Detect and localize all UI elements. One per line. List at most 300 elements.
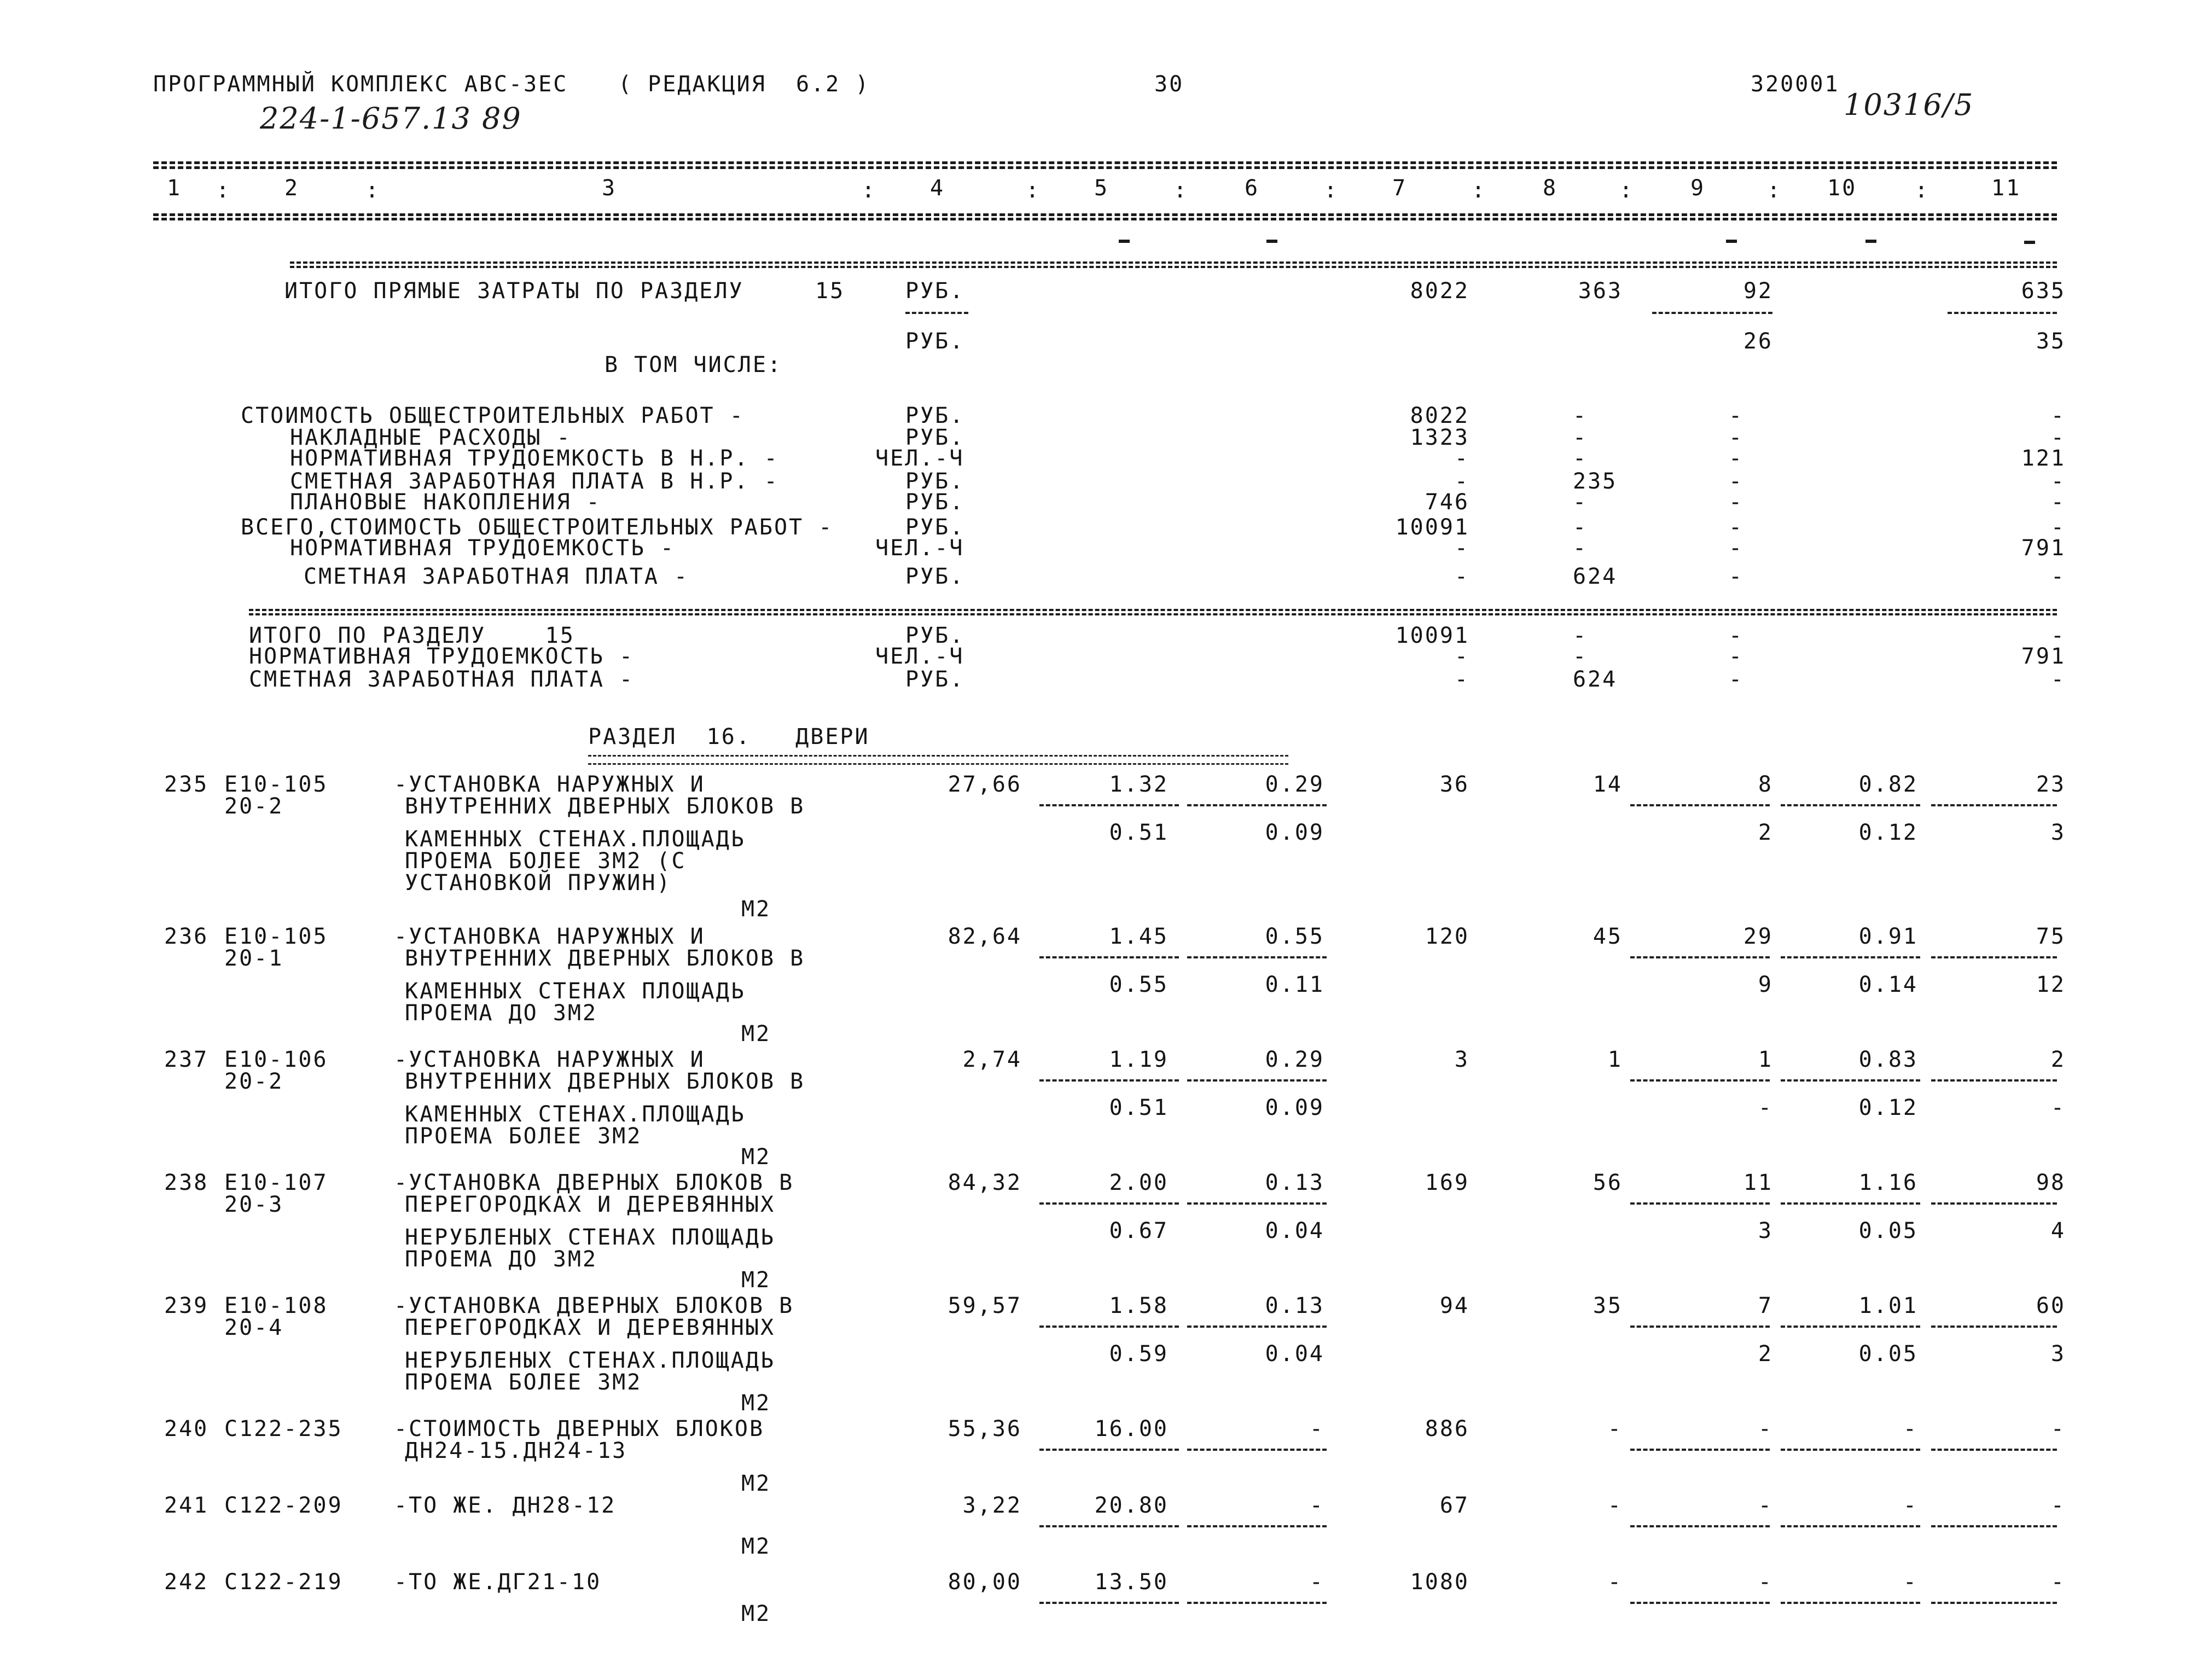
breakdown-c8: - xyxy=(1573,403,1588,428)
item-c10-lower: 0.05 xyxy=(1858,1341,1918,1367)
col-separator: : xyxy=(1173,178,1189,203)
item-quantity: 27,66 xyxy=(948,772,1022,797)
item-description-line: КАМЕННЫХ СТЕНАХ.ПЛОЩАДЬ xyxy=(405,1102,746,1127)
item-quantity: 55,36 xyxy=(948,1416,1022,1441)
item-c5: 13.50 xyxy=(1094,1569,1169,1595)
breakdown-unit: ЧЕЛ.-Ч xyxy=(875,446,964,471)
item-c6-lower: 0.11 xyxy=(1265,972,1324,997)
section-total-c8: 624 xyxy=(1573,667,1618,692)
breakdown-label: СМЕТНАЯ ЗАРАБОТНАЯ ПЛАТА В Н.Р. - xyxy=(290,469,779,494)
fraction-line xyxy=(1630,1326,1770,1328)
item-number: 238 xyxy=(164,1170,209,1195)
fraction-line xyxy=(1931,1525,2057,1527)
breakdown-c7: - xyxy=(1454,469,1469,494)
direct-costs-c9: 92 xyxy=(1743,278,1773,304)
item-c8: 14 xyxy=(1592,772,1623,797)
item-c7: 886 xyxy=(1425,1416,1469,1441)
item-description-line: КАМЕННЫХ СТЕНАХ.ПЛОЩАДЬ xyxy=(405,827,746,852)
item-c11-lower: 12 xyxy=(2036,972,2066,997)
item-unit: М2 xyxy=(741,1601,771,1626)
item-c8: 35 xyxy=(1592,1293,1623,1318)
item-c11: 2 xyxy=(2050,1047,2066,1072)
section16-title: РАЗДЕЛ 16. ДВЕРИ xyxy=(588,724,870,749)
item-c8: - xyxy=(1607,1493,1623,1518)
item-c11-lower: 3 xyxy=(2050,1341,2066,1367)
item-code-sub: 20-2 xyxy=(224,1069,284,1094)
item-c6: - xyxy=(1309,1569,1324,1595)
item-description-line: КАМЕННЫХ СТЕНАХ ПЛОЩАДЬ xyxy=(405,979,746,1004)
item-c10: 1.01 xyxy=(1858,1293,1918,1318)
item-description-line: ДН24-15.ДН24-13 xyxy=(405,1438,627,1463)
item-c8: 45 xyxy=(1592,924,1623,949)
item-description-line: -УСТАНОВКА ДВЕРНЫХ БЛОКОВ В xyxy=(394,1170,794,1195)
fraction-line xyxy=(1187,1602,1327,1604)
breakdown-c9: - xyxy=(1729,446,1744,471)
item-c11: 98 xyxy=(2036,1170,2066,1195)
item-unit: М2 xyxy=(741,1268,771,1293)
col-header-6: 6 xyxy=(1245,176,1260,201)
breakdown-unit: РУБ. xyxy=(905,564,965,589)
item-c6: 0.29 xyxy=(1265,772,1324,797)
fraction-line xyxy=(1039,956,1179,958)
item-code-sub: 20-1 xyxy=(224,946,284,971)
breakdown-label: НОРМАТИВНАЯ ТРУДОЕМКОСТЬ В Н.Р. - xyxy=(290,446,779,471)
item-description-line: УСТАНОВКОЙ ПРУЖИН) xyxy=(405,870,672,896)
item-c11: - xyxy=(2050,1569,2066,1595)
breakdown-c7: 1323 xyxy=(1410,425,1469,450)
breakdown-c9: - xyxy=(1729,425,1744,450)
section-total-c9: - xyxy=(1729,667,1744,692)
item-description-line: НЕРУБЛЕНЫХ СТЕНАХ ПЛОЩАДЬ xyxy=(405,1225,776,1250)
col-separator: : xyxy=(365,178,381,203)
item-description-line: ВНУТРЕННИХ ДВЕРНЫХ БЛОКОВ В xyxy=(405,946,805,971)
breakdown-c8: - xyxy=(1573,446,1588,471)
fraction-line xyxy=(1781,1525,1920,1527)
item-c5: 1.19 xyxy=(1109,1047,1169,1072)
direct-costs-label: ИТОГО ПРЯМЫЕ ЗАТРАТЫ ПО РАЗДЕЛУ xyxy=(284,278,744,304)
fraction-line xyxy=(1630,1079,1770,1082)
fraction-line xyxy=(1187,956,1327,958)
item-c11: - xyxy=(2050,1493,2066,1518)
item-quantity: 84,32 xyxy=(948,1170,1022,1195)
col-header-9: 9 xyxy=(1690,176,1706,201)
carry-mark xyxy=(1266,240,1277,243)
col-separator: : xyxy=(1026,178,1041,203)
header-rule-top xyxy=(153,161,2057,164)
breakdown-c9: - xyxy=(1729,536,1744,561)
fraction-line xyxy=(1781,1202,1920,1205)
item-description-line: ПРОЕМА ДО 3М2 xyxy=(405,1247,598,1272)
breakdown-c11: - xyxy=(2050,425,2066,450)
item-c10: - xyxy=(1903,1493,1918,1518)
breakdown-c11: - xyxy=(2050,515,2066,540)
item-c6: 0.55 xyxy=(1265,924,1324,949)
item-description-line: ПРОЕМА БОЛЕЕ 3М2 xyxy=(405,1124,642,1149)
section-total-c11: 791 xyxy=(2021,644,2066,669)
direct-costs-c7: 8022 xyxy=(1410,278,1469,304)
fraction-line xyxy=(1039,1525,1179,1527)
breakdown-label: ВСЕГО,СТОИМОСТЬ ОБЩЕСТРОИТЕЛЬНЫХ РАБОТ - xyxy=(241,515,834,540)
item-description-line: -СТОИМОСТЬ ДВЕРНЫХ БЛОКОВ xyxy=(394,1416,765,1441)
item-description-line: ВНУТРЕННИХ ДВЕРНЫХ БЛОКОВ В xyxy=(405,1069,805,1094)
item-description-line: -УСТАНОВКА НАРУЖНЫХ И xyxy=(394,772,705,797)
section-total-c7: 10091 xyxy=(1395,623,1469,648)
col-header-11: 11 xyxy=(1991,176,2021,201)
item-code-sub: 20-4 xyxy=(224,1315,284,1340)
item-c6-lower: 0.09 xyxy=(1265,820,1324,845)
breakdown-label: ПЛАНОВЫЕ НАКОПЛЕНИЯ - xyxy=(290,490,601,515)
item-description-line: -ТО ЖЕ.ДГ21-10 xyxy=(394,1569,602,1595)
fraction-line xyxy=(1630,804,1770,806)
breakdown-c7: 10091 xyxy=(1395,515,1469,540)
col-header-5: 5 xyxy=(1094,176,1109,201)
col-header-2: 2 xyxy=(284,176,300,201)
fraction-line xyxy=(1781,1449,1920,1451)
item-c9: 8 xyxy=(1758,772,1773,797)
section-total-c11: - xyxy=(2050,667,2066,692)
section-total-label: СМЕТНАЯ ЗАРАБОТНАЯ ПЛАТА - xyxy=(249,667,635,692)
item-c5-lower: 0.51 xyxy=(1109,820,1169,845)
col-separator: : xyxy=(1619,178,1635,203)
item-c9-lower: 3 xyxy=(1758,1218,1773,1243)
item-c11-lower: - xyxy=(2050,1095,2066,1120)
item-c5-lower: 0.59 xyxy=(1109,1341,1169,1367)
fraction-line xyxy=(1039,1202,1179,1205)
breakdown-unit: ЧЕЛ.-Ч xyxy=(875,536,964,561)
item-c11-lower: 4 xyxy=(2050,1218,2066,1243)
totals-rule-top xyxy=(290,261,2057,264)
breakdown-c11: 121 xyxy=(2021,446,2066,471)
item-c5-lower: 0.55 xyxy=(1109,972,1169,997)
item-unit: М2 xyxy=(741,1144,771,1170)
item-c8: - xyxy=(1607,1416,1623,1441)
item-quantity: 2,74 xyxy=(962,1047,1022,1072)
item-c6: 0.13 xyxy=(1265,1170,1324,1195)
item-code: Е10-107 xyxy=(224,1170,328,1195)
breakdown-c7: 746 xyxy=(1425,490,1469,515)
breakdown-label: НАКЛАДНЫЕ РАСХОДЫ - xyxy=(290,425,572,450)
carry-mark xyxy=(1726,240,1737,243)
item-c6: 0.29 xyxy=(1265,1047,1324,1072)
direct-costs-c9-2: 26 xyxy=(1743,329,1773,354)
section-total-unit: РУБ. xyxy=(905,623,965,648)
fraction-line xyxy=(1630,1525,1770,1527)
section16-title-underline xyxy=(588,755,1288,765)
col-header-1: 1 xyxy=(167,176,182,201)
breakdown-c9: - xyxy=(1729,564,1744,589)
item-number: 239 xyxy=(164,1293,209,1318)
section-total-c7: - xyxy=(1454,667,1469,692)
item-c5-lower: 0.67 xyxy=(1109,1218,1169,1243)
item-unit: М2 xyxy=(741,897,771,922)
fraction-line xyxy=(1931,1326,2057,1328)
item-c11: 75 xyxy=(2036,924,2066,949)
item-c8: 1 xyxy=(1607,1047,1623,1072)
item-c9: 11 xyxy=(1743,1170,1773,1195)
direct-costs-c11: 635 xyxy=(2021,278,2066,304)
item-quantity: 80,00 xyxy=(948,1569,1022,1595)
col-separator: : xyxy=(1324,178,1339,203)
breakdown-c9: - xyxy=(1729,490,1744,515)
breakdown-label: СМЕТНАЯ ЗАРАБОТНАЯ ПЛАТА - xyxy=(304,564,689,589)
page-number: 30 xyxy=(1154,72,1184,97)
fraction-line xyxy=(1931,1602,2057,1604)
item-c7: 3 xyxy=(1454,1047,1469,1072)
breakdown-unit: РУБ. xyxy=(905,490,965,515)
item-description-line: ВНУТРЕННИХ ДВЕРНЫХ БЛОКОВ В xyxy=(405,794,805,819)
section-total-c9: - xyxy=(1729,644,1744,669)
item-c8: - xyxy=(1607,1569,1623,1595)
header-rule-top-2 xyxy=(153,166,2057,169)
document-code: 320001 xyxy=(1751,72,1840,97)
fraction-line xyxy=(1931,1202,2057,1205)
breakdown-c7: - xyxy=(1454,536,1469,561)
col-separator: : xyxy=(1767,178,1782,203)
program-title: ПРОГРАММНЫЙ КОМПЛЕКС АВС-3ЕС xyxy=(153,72,568,97)
item-description-line: ПЕРЕГОРОДКАХ И ДЕРЕВЯННЫХ xyxy=(405,1192,776,1217)
item-c7: 36 xyxy=(1439,772,1469,797)
item-code: Е10-106 xyxy=(224,1047,328,1072)
item-code: С122-219 xyxy=(224,1569,343,1595)
item-description-line: НЕРУБЛЕНЫХ СТЕНАХ.ПЛОЩАДЬ xyxy=(405,1348,776,1373)
item-number: 240 xyxy=(164,1416,209,1441)
item-c10-lower: 0.12 xyxy=(1858,820,1918,845)
item-number: 236 xyxy=(164,924,209,949)
item-c5: 20.80 xyxy=(1094,1493,1169,1518)
section-total-rule xyxy=(249,609,2057,611)
section-total-label: НОРМАТИВНАЯ ТРУДОЕМКОСТЬ - xyxy=(249,644,635,669)
item-c9-lower: 2 xyxy=(1758,820,1773,845)
col-separators: : xyxy=(216,178,231,203)
col-separator: : xyxy=(1472,178,1487,203)
section-total-c11: - xyxy=(2050,623,2066,648)
item-unit: М2 xyxy=(741,1391,771,1416)
fraction-line xyxy=(1931,804,2057,806)
fraction-line xyxy=(1781,1326,1920,1328)
item-c9-lower: - xyxy=(1758,1095,1773,1120)
section-total-unit: ЧЕЛ.-Ч xyxy=(875,644,964,669)
item-number: 237 xyxy=(164,1047,209,1072)
item-description-line: ПРОЕМА БОЛЕЕ 3М2 (С xyxy=(405,848,687,874)
section-total-label: ИТОГО ПО РАЗДЕЛУ 15 xyxy=(249,623,575,648)
item-description-line: -УСТАНОВКА НАРУЖНЫХ И xyxy=(394,1047,705,1072)
item-c10-lower: 0.12 xyxy=(1858,1095,1918,1120)
item-c6: 0.13 xyxy=(1265,1293,1324,1318)
breakdown-unit: РУБ. xyxy=(905,425,965,450)
carry-mark xyxy=(2024,241,2035,244)
item-c6: - xyxy=(1309,1493,1324,1518)
breakdown-label: СТОИМОСТЬ ОБЩЕСТРОИТЕЛЬНЫХ РАБОТ - xyxy=(241,403,745,428)
item-number: 242 xyxy=(164,1569,209,1595)
header-rule-bottom xyxy=(153,213,2057,216)
item-description-line: ПЕРЕГОРОДКАХ И ДЕРЕВЯННЫХ xyxy=(405,1315,776,1340)
item-unit: М2 xyxy=(741,1534,771,1559)
direct-costs-section: 15 xyxy=(815,278,845,304)
item-c7: 1080 xyxy=(1410,1569,1469,1595)
fraction-line xyxy=(1187,1449,1327,1451)
item-c11: - xyxy=(2050,1416,2066,1441)
item-quantity: 3,22 xyxy=(962,1493,1022,1518)
col-header-4: 4 xyxy=(930,176,945,201)
section-total-c9: - xyxy=(1729,623,1744,648)
item-c10: 0.83 xyxy=(1858,1047,1918,1072)
item-code: С122-209 xyxy=(224,1493,343,1518)
item-code-sub: 20-2 xyxy=(224,794,284,819)
breakdown-c9: - xyxy=(1729,403,1744,428)
breakdown-c8: - xyxy=(1573,536,1588,561)
item-c7: 67 xyxy=(1439,1493,1469,1518)
handwritten-right-note: 10316/5 xyxy=(1844,88,1974,122)
item-c10-lower: 0.05 xyxy=(1858,1218,1918,1243)
direct-costs-c11-2: 35 xyxy=(2036,329,2066,354)
item-c10: 1.16 xyxy=(1858,1170,1918,1195)
item-description-line: -УСТАНОВКА НАРУЖНЫХ И xyxy=(394,924,705,949)
c9-underline xyxy=(1652,312,1772,314)
item-code-sub: 20-3 xyxy=(224,1192,284,1217)
item-c7: 169 xyxy=(1425,1170,1469,1195)
item-c8: 56 xyxy=(1592,1170,1623,1195)
breakdown-c11: - xyxy=(2050,403,2066,428)
fraction-line xyxy=(1187,1525,1327,1527)
breakdown-c7: - xyxy=(1454,564,1469,589)
col-separator: : xyxy=(1915,178,1930,203)
breakdown-c8: 235 xyxy=(1573,469,1618,494)
fraction-line xyxy=(1630,956,1770,958)
item-c11-lower: 3 xyxy=(2050,820,2066,845)
item-number: 241 xyxy=(164,1493,209,1518)
totals-rule-top-2 xyxy=(290,266,2057,268)
breakdown-c11: - xyxy=(2050,490,2066,515)
handwritten-left-note: 224-1-657.13 89 xyxy=(260,101,522,136)
item-code: Е10-105 xyxy=(224,924,328,949)
fraction-line xyxy=(1931,1449,2057,1451)
item-c10: 0.91 xyxy=(1858,924,1918,949)
breakdown-unit: РУБ. xyxy=(905,515,965,540)
item-description-line: ПРОЕМА БОЛЕЕ 3М2 xyxy=(405,1370,642,1395)
fraction-line xyxy=(1781,1602,1920,1604)
fraction-line xyxy=(1781,1079,1920,1082)
breakdown-unit: РУБ. xyxy=(905,469,965,494)
breakdown-c9: - xyxy=(1729,469,1744,494)
item-description-line: -ТО ЖЕ. ДН28-12 xyxy=(394,1493,617,1518)
item-c5: 1.45 xyxy=(1109,924,1169,949)
item-unit: М2 xyxy=(741,1471,771,1496)
item-c9: 7 xyxy=(1758,1293,1773,1318)
item-c10-lower: 0.14 xyxy=(1858,972,1918,997)
section-total-rule-2 xyxy=(249,613,2057,615)
breakdown-c7: - xyxy=(1454,446,1469,471)
including-label: В ТОМ ЧИСЛЕ: xyxy=(605,352,782,377)
item-code: С122-235 xyxy=(224,1416,343,1441)
fraction-line xyxy=(1630,1602,1770,1604)
item-c10: - xyxy=(1903,1416,1918,1441)
item-c7: 120 xyxy=(1425,924,1469,949)
col-header-10: 10 xyxy=(1827,176,1857,201)
header-rule-bottom-2 xyxy=(153,218,2057,220)
breakdown-c11: - xyxy=(2050,469,2066,494)
item-c9: - xyxy=(1758,1493,1773,1518)
section-total-c8: - xyxy=(1573,644,1588,669)
fraction-line xyxy=(1187,1202,1327,1205)
col-separator: : xyxy=(862,178,877,203)
item-c5: 2.00 xyxy=(1109,1170,1169,1195)
item-c9: - xyxy=(1758,1569,1773,1595)
section-total-unit: РУБ. xyxy=(905,667,965,692)
item-quantity: 82,64 xyxy=(948,924,1022,949)
item-c9: 1 xyxy=(1758,1047,1773,1072)
item-c11: 60 xyxy=(2036,1293,2066,1318)
item-c5: 16.00 xyxy=(1094,1416,1169,1441)
item-unit: М2 xyxy=(741,1021,771,1047)
c11-underline xyxy=(1948,312,2057,314)
direct-costs-unit-2: РУБ. xyxy=(905,329,965,354)
item-description-line: ПРОЕМА ДО 3М2 xyxy=(405,1001,598,1026)
item-code: Е10-105 xyxy=(224,772,328,797)
breakdown-unit: РУБ. xyxy=(905,403,965,428)
fraction-line xyxy=(1187,1326,1327,1328)
fraction-line xyxy=(1630,1202,1770,1205)
item-c6: - xyxy=(1309,1416,1324,1441)
breakdown-c9: - xyxy=(1729,515,1744,540)
fraction-line xyxy=(1187,1079,1327,1082)
fraction-line xyxy=(1630,1449,1770,1451)
unit-underline xyxy=(905,312,968,314)
breakdown-c11: - xyxy=(2050,564,2066,589)
item-code: Е10-108 xyxy=(224,1293,328,1318)
section-total-c8: - xyxy=(1573,623,1588,648)
direct-costs-unit: РУБ. xyxy=(905,278,965,304)
breakdown-c8: - xyxy=(1573,425,1588,450)
direct-costs-c8: 363 xyxy=(1578,278,1623,304)
col-header-8: 8 xyxy=(1543,176,1558,201)
carry-mark xyxy=(1119,240,1130,243)
fraction-line xyxy=(1781,956,1920,958)
breakdown-c8: - xyxy=(1573,490,1588,515)
breakdown-c7: 8022 xyxy=(1410,403,1469,428)
breakdown-c11: 791 xyxy=(2021,536,2066,561)
item-c9: 29 xyxy=(1743,924,1773,949)
fraction-line xyxy=(1187,804,1327,806)
fraction-line xyxy=(1781,804,1920,806)
item-c5: 1.32 xyxy=(1109,772,1169,797)
fraction-line xyxy=(1931,1079,2057,1082)
fraction-line xyxy=(1039,1602,1179,1604)
fraction-line xyxy=(1039,1079,1179,1082)
col-header-7: 7 xyxy=(1392,176,1408,201)
col-header-3: 3 xyxy=(602,176,617,201)
item-c6-lower: 0.09 xyxy=(1265,1095,1324,1120)
item-quantity: 59,57 xyxy=(948,1293,1022,1318)
item-c9-lower: 9 xyxy=(1758,972,1773,997)
edition-label: ( РЕДАКЦИЯ 6.2 ) xyxy=(618,72,870,97)
item-c10: - xyxy=(1903,1569,1918,1595)
item-c6-lower: 0.04 xyxy=(1265,1218,1324,1243)
item-c10: 0.82 xyxy=(1858,772,1918,797)
item-c6-lower: 0.04 xyxy=(1265,1341,1324,1367)
fraction-line xyxy=(1039,1326,1179,1328)
item-c7: 94 xyxy=(1439,1293,1469,1318)
item-c9: - xyxy=(1758,1416,1773,1441)
breakdown-label: НОРМАТИВНАЯ ТРУДОЕМКОСТЬ - xyxy=(290,536,676,561)
breakdown-c8: - xyxy=(1573,515,1588,540)
item-number: 235 xyxy=(164,772,209,797)
fraction-line xyxy=(1039,1449,1179,1451)
item-c9-lower: 2 xyxy=(1758,1341,1773,1367)
carry-mark xyxy=(1865,240,1876,243)
fraction-line xyxy=(1931,956,2057,958)
breakdown-c8: 624 xyxy=(1573,564,1618,589)
section-total-c7: - xyxy=(1454,644,1469,669)
